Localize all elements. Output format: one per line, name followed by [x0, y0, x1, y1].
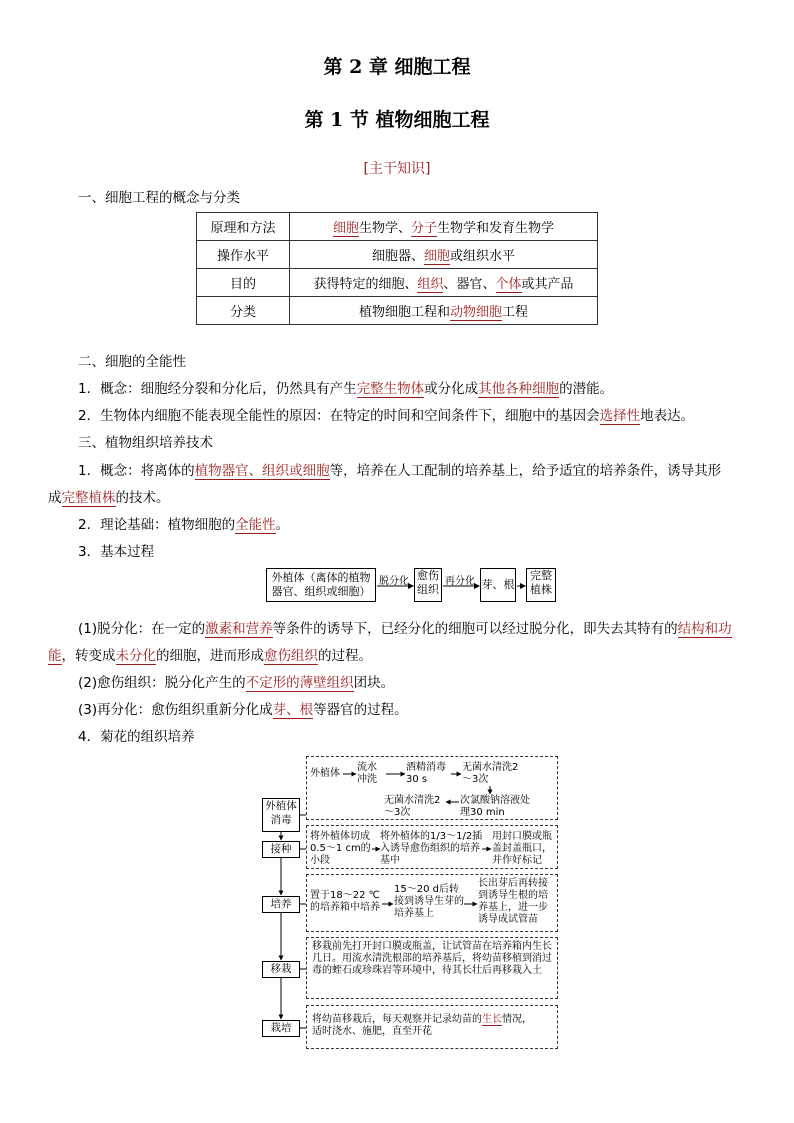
- s1-rinse: 流水冲洗: [357, 762, 377, 785]
- s3-bud-medium: 15～20 d后转接到诱导生芽的培养基上: [394, 884, 464, 919]
- part2-heading: 二、细胞的全能性: [78, 354, 186, 370]
- s5-cultivate-text: 将幼苗移栽后，每天观察并记录幼苗的生长情况， 适时浇水、施肥，直至开花: [312, 1014, 532, 1037]
- step-transplant-box: 移栽: [262, 961, 300, 978]
- s1-alcohol: 酒精消毒30 s: [406, 762, 446, 785]
- totipotency-concept: 1．概念：细胞经分裂和分化后，仍然具有产生完整生物体或分化成其他各种细胞的潜能。: [78, 381, 614, 397]
- totipotency-reason: 2．生物体内细胞不能表现全能性的原因：在特定的时间和空间条件下，细胞中的基因会选择性地表达。: [78, 408, 695, 424]
- table-value: 获得特定的细胞、组织、器官、个体或其产品: [290, 269, 598, 297]
- step-cultivate-box: 栽培: [262, 1020, 300, 1037]
- s3-incubate: 置于18～22 ℃的培养箱中培养: [310, 890, 380, 913]
- table-key: 原理和方法: [197, 213, 290, 241]
- step-inoculate-box: 接种: [262, 841, 300, 858]
- chapter-title: 第 2 章 细胞工程: [323, 56, 471, 78]
- s3-root-medium: 长出芽后再转接到诱导生根的培养基上，进一步诱导成试管苗: [478, 878, 548, 925]
- s2-cut: 将外植体切成0.5～1 cm的小段: [310, 831, 371, 866]
- dedifferentiation-desc: (1)脱分化：在一定的激素和营养等条件的诱导下，已经分化的细胞可以经过脱分化，即失去其特有的结构和功: [78, 621, 732, 637]
- step-culture-box: 培养: [262, 896, 300, 913]
- s1-explant: 外植体: [310, 768, 340, 779]
- table-key: 操作水平: [197, 241, 290, 269]
- step-disinfect-box: 外植体消毒: [262, 798, 300, 832]
- redifferentiation-desc: (3)再分化：愈伤组织重新分化成芽、根等器官的过程。: [78, 702, 408, 718]
- part1-heading: 一、细胞工程的概念与分类: [78, 190, 240, 206]
- tissue-culture-concept: 1．概念：将离体的植物器官、组织或细胞等，培养在人工配制的培养基上，给予适宜的培养条件，诱导其形: [78, 463, 722, 479]
- basic-process-label: 3．基本过程: [78, 544, 155, 560]
- s1-hypochlorite: 次氯酸钠溶液处理30 min: [460, 795, 530, 818]
- flow-explant-box: 外植体（离体的植物器官、组织或细胞）: [266, 568, 376, 602]
- table-value: 植物细胞工程和动物细胞工程: [290, 297, 598, 325]
- flow-callus-box: 愈伤组织: [414, 568, 442, 602]
- flow-dediff-label: 脱分化: [379, 576, 409, 587]
- callus-desc: (2)愈伤组织：脱分化产生的不定形的薄壁组织团块。: [78, 675, 395, 691]
- flow-rediff-label: 再分化: [445, 576, 475, 587]
- dedifferentiation-desc-cont: 能，转变成未分化的细胞，进而形成愈伤组织的过程。: [48, 648, 372, 664]
- s2-seal: 用封口膜或瓶盖封盖瓶口，并作好标记: [492, 831, 552, 866]
- table-value: 细胞生物学、分子生物学和发育生物学: [290, 213, 598, 241]
- tissue-culture-concept-cont: 成完整植株的技术。: [48, 490, 170, 506]
- s1-wash2: 无菌水清洗2～3次: [384, 795, 441, 818]
- flow-bud-root-box: 芽、根: [480, 568, 516, 602]
- s1-wash1: 无菌水清洗2～3次: [462, 762, 519, 785]
- table-value: 细胞器、细胞或组织水平: [290, 241, 598, 269]
- theory-basis: 2．理论基础：植物细胞的全能性。: [78, 517, 290, 533]
- part3-heading: 三、植物组织培养技术: [78, 435, 213, 451]
- table-key: 目的: [197, 269, 290, 297]
- section-tag: [主干知识]: [363, 161, 431, 177]
- section-title: 第 1 节 植物细胞工程: [304, 109, 490, 131]
- s2-insert: 将外植体的1/3～1/2插入诱导愈伤组织的培养基中: [380, 831, 483, 866]
- flow-plant-box: 完整植株: [526, 568, 556, 602]
- chrysanthemum-label: 4．菊花的组织培养: [78, 729, 195, 745]
- table-key: 分类: [197, 297, 290, 325]
- s4-transplant-text: 移栽前先打开封口膜或瓶盖，让试管苗在培养箱内生长几日。用流水清洗根部的培养基后，将幼苗移植到消过毒的蛭石或珍珠岩等环境中，待其长壮后再移栽入土: [312, 941, 552, 976]
